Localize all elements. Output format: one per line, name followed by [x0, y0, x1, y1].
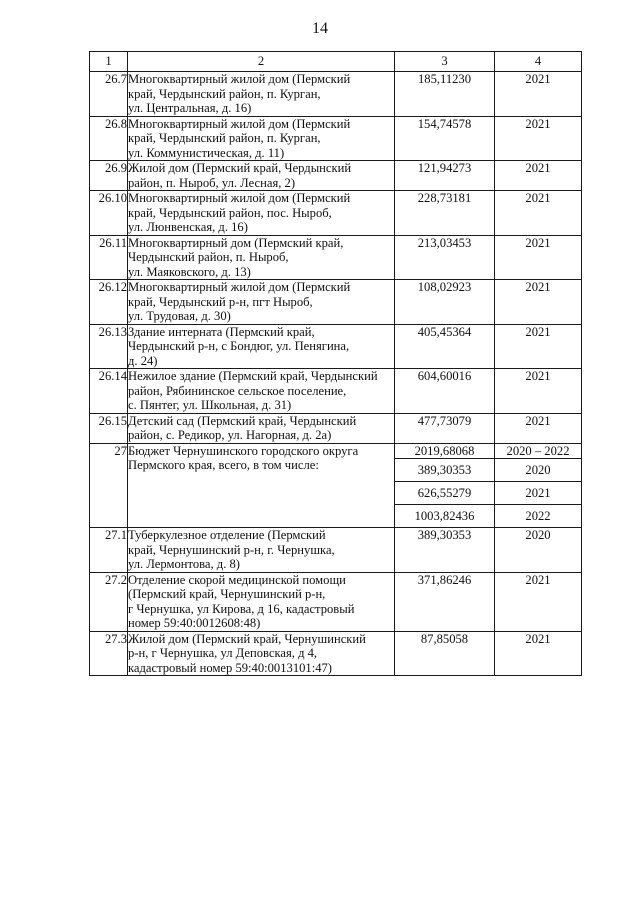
description-line: район, Рябининское сельское поселение, [128, 383, 347, 398]
description-line: Многоквартирный жилой дом (Пермский [128, 191, 351, 205]
row-number: 26.14 [90, 369, 128, 414]
row-value: 405,45364 [395, 324, 495, 369]
row-description [128, 191, 395, 236]
table-row [90, 116, 582, 161]
row-description [128, 280, 395, 325]
description-line: Многоквартирный жилой дом (Пермский [128, 116, 351, 131]
row-number: 26.9 [90, 161, 128, 191]
table-row [90, 631, 582, 676]
budget-value: 2019,68068 [395, 443, 495, 459]
description-line: Многоквартирный жилой дом (Пермский [128, 72, 351, 86]
row-description [128, 413, 395, 443]
description-line: край, Чердынский район, пос. Ныроб, [128, 205, 332, 220]
header-row [90, 52, 582, 72]
description-line: Многоквартирный дом (Пермский край, [128, 235, 344, 250]
description-line: Нежилое здание (Пермский край, Чердынский [128, 369, 378, 383]
row-value: 371,86246 [395, 572, 495, 631]
row-number: 27.1 [90, 528, 128, 573]
row-value: 154,74578 [395, 116, 495, 161]
row-value: 108,02923 [395, 280, 495, 325]
row-number: 27.3 [90, 631, 128, 676]
row-year: 2021 [495, 116, 582, 161]
row-description [128, 369, 395, 414]
description-line: район, с. Редикор, ул. Нагорная, д. 2а) [128, 428, 332, 442]
table-row [90, 191, 582, 236]
row-value: 213,03453 [395, 235, 495, 280]
description-line: край, Чернушинский р-н, г. Чернушка, [128, 542, 335, 557]
row-year: 2021 [495, 369, 582, 414]
row-number: 26.12 [90, 280, 128, 325]
table-row [90, 235, 582, 280]
header-cell: 1 [90, 52, 128, 72]
row-description [128, 72, 395, 117]
data-table [89, 51, 582, 676]
description-line: Пермского края, всего, в том числе: [128, 458, 319, 472]
table-row [90, 161, 582, 191]
row-description [128, 631, 395, 676]
header-cell: 4 [495, 52, 582, 72]
row-year: 2021 [495, 235, 582, 280]
description-line: район, п. Ныроб, ул. Лесная, 2) [128, 175, 296, 190]
description-line: край, Чердынский р-н, пгт Ныроб, [128, 294, 313, 309]
row-value: 87,85058 [395, 631, 495, 676]
header-cell: 2 [128, 52, 395, 72]
row-year: 2021 [495, 280, 582, 325]
row-number: 26.10 [90, 191, 128, 236]
table-row [90, 280, 582, 325]
row-value: 121,94273 [395, 161, 495, 191]
table-row [90, 528, 582, 573]
row-year: 2021 [495, 161, 582, 191]
budget-row [90, 443, 582, 459]
row-year: 2021 [495, 72, 582, 117]
description-line: кадастровый номер 59:40:0013101:47) [128, 660, 333, 675]
table-row [90, 72, 582, 117]
budget-value: 389,30353 [395, 459, 495, 482]
description-line: (Пермский край, Чернушинский р-н, [128, 587, 326, 601]
row-value: 604,60016 [395, 369, 495, 414]
row-number: 26.15 [90, 413, 128, 443]
budget-year: 2021 [495, 482, 582, 505]
description-line: Жилой дом (Пермский край, Чердынский [128, 161, 352, 175]
description-line: г Чернушка, ул Кирова, д 16, кадастровый [128, 601, 355, 616]
page-number: 14 [312, 20, 328, 37]
row-value: 389,30353 [395, 528, 495, 573]
row-year: 2021 [495, 191, 582, 236]
table-row [90, 369, 582, 414]
row-number: 26.8 [90, 116, 128, 161]
description-line: Бюджет Чернушинского городского округа [128, 443, 359, 458]
description-line: ул. Трудовая, д. 30) [128, 309, 231, 323]
row-description [128, 443, 395, 528]
table-row [90, 413, 582, 443]
row-year: 2021 [495, 413, 582, 443]
description-line: край, Чердынский район, п. Курган, [128, 131, 321, 145]
description-line: номер 59:40:0012608:48) [128, 616, 261, 630]
description-line: ул. Люнвенская, д. 16) [128, 220, 248, 234]
row-value: 228,73181 [395, 191, 495, 236]
description-line: Жилой дом (Пермский край, Чернушинский [128, 631, 366, 646]
row-description [128, 528, 395, 573]
row-number: 26.7 [90, 72, 128, 117]
budget-year: 2022 [495, 505, 582, 528]
row-value: 477,73079 [395, 413, 495, 443]
description-line: Туберкулезное отделение (Пермский [128, 528, 326, 542]
description-line: р-н, г Чернушка, ул Деповская, д 4, [128, 646, 318, 660]
row-year: 2021 [495, 572, 582, 631]
budget-value: 1003,82436 [395, 505, 495, 528]
row-description [128, 161, 395, 191]
row-description [128, 116, 395, 161]
row-year: 2020 [495, 528, 582, 573]
description-line: Детский сад (Пермский край, Чердынский [128, 413, 357, 428]
description-line: Чердынский район, п. Ныроб, [128, 250, 289, 264]
description-line: Здание интерната (Пермский край, [128, 324, 315, 339]
row-number: 27 [90, 443, 128, 528]
description-line: ул. Лермонтова, д. 8) [128, 557, 240, 571]
budget-year: 2020 – 2022 [495, 443, 582, 459]
header-cell: 3 [395, 52, 495, 72]
row-number: 26.11 [90, 235, 128, 280]
description-line: ул. Центральная, д. 16) [128, 101, 252, 115]
description-line: Многоквартирный жилой дом (Пермский [128, 280, 351, 294]
description-line: Отделение скорой медицинской помощи [128, 572, 346, 587]
budget-year: 2020 [495, 459, 582, 482]
description-line: Чердынский р-н, с Бондюг, ул. Пенягина, [128, 339, 350, 353]
table-row [90, 572, 582, 631]
description-line: д. 24) [128, 353, 158, 368]
row-year: 2021 [495, 631, 582, 676]
row-number: 26.13 [90, 324, 128, 369]
row-description [128, 324, 395, 369]
description-line: ул. Маяковского, д. 13) [128, 264, 251, 279]
row-value: 185,11230 [395, 72, 495, 117]
description-line: с. Пянтег, ул. Школьная, д. 31) [128, 398, 292, 412]
row-number: 27.2 [90, 572, 128, 631]
table-row [90, 324, 582, 369]
description-line: край, Чердынский район, п. Курган, [128, 86, 321, 101]
row-description [128, 235, 395, 280]
row-year: 2021 [495, 324, 582, 369]
description-line: ул. Коммунистическая, д. 11) [128, 145, 285, 160]
budget-value: 626,55279 [395, 482, 495, 505]
row-description [128, 572, 395, 631]
